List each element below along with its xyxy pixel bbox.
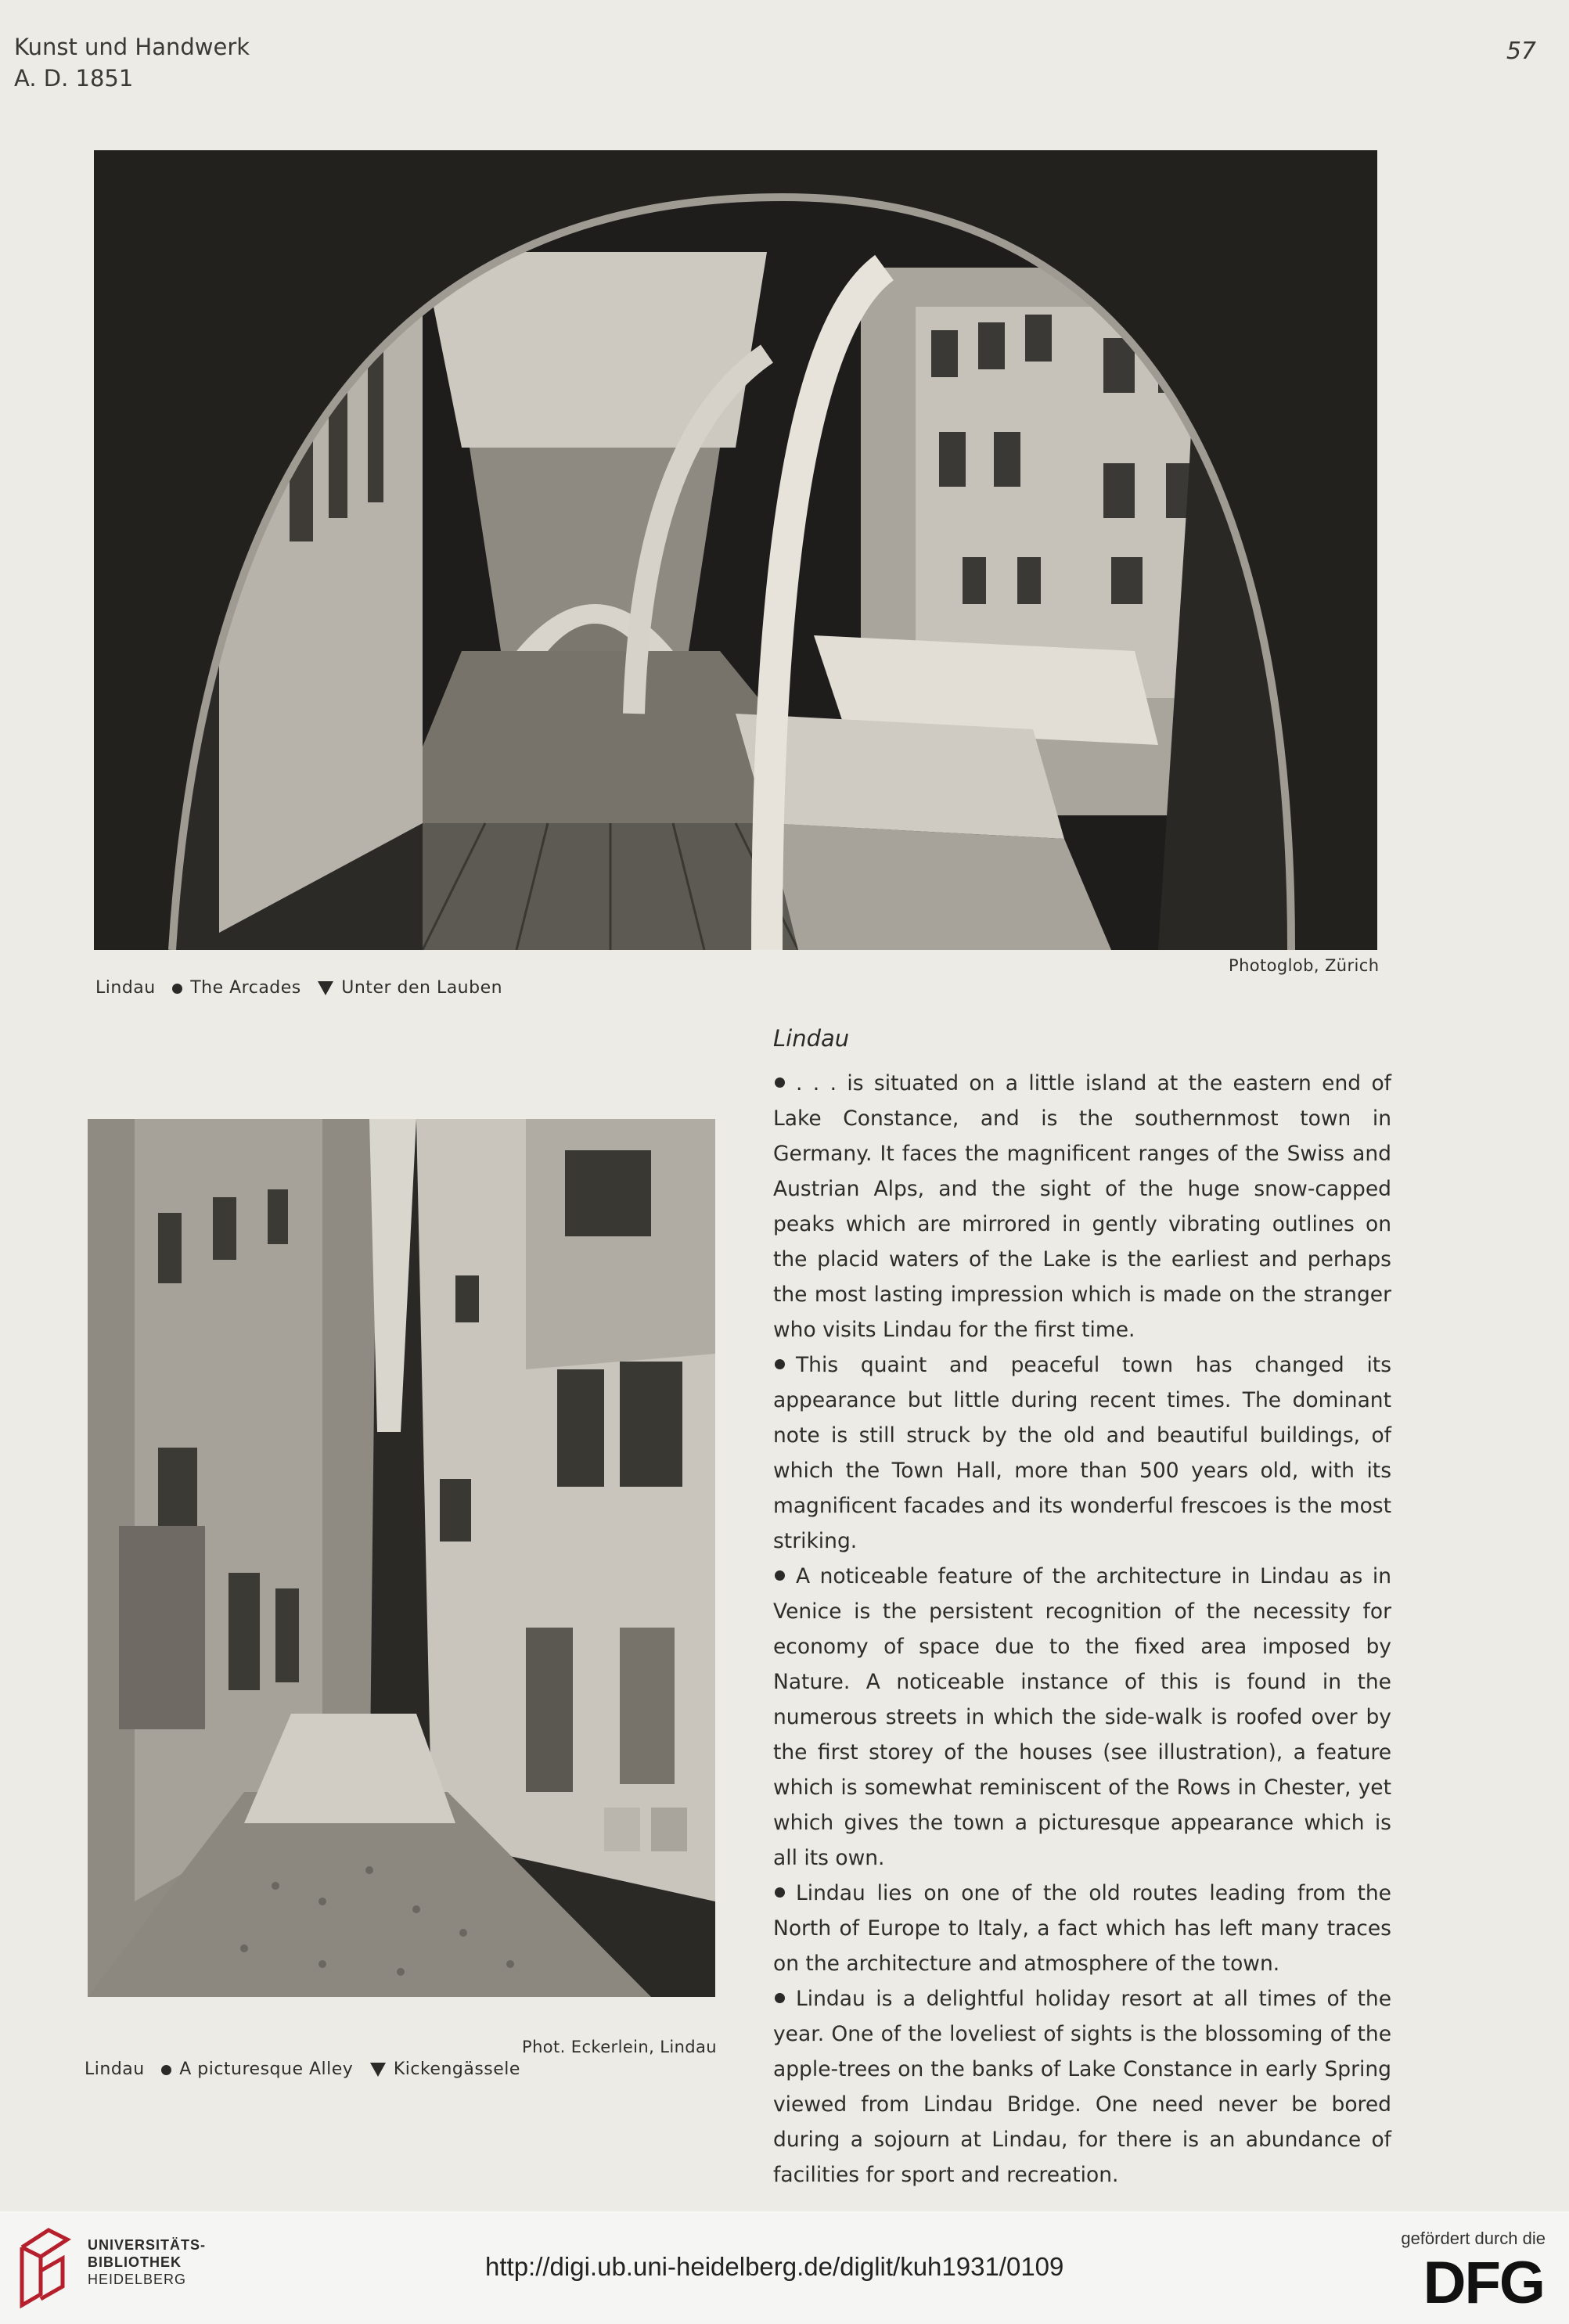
caption-english: The Arcades xyxy=(190,978,301,998)
bullet-icon xyxy=(775,1570,785,1581)
photo-arcades-caption xyxy=(95,978,513,998)
article-paragraph: Lindau lies on one of the old routes leading from the North of Europe to Italy, a fact which has left many traces on the architecture and atmosphere of the town. xyxy=(773,1881,1391,1976)
bullet-icon xyxy=(161,2065,171,2075)
photo-alley xyxy=(88,1119,715,1997)
caption-place: Lindau xyxy=(95,978,156,998)
running-header-title: Kunst und Handwerk xyxy=(14,34,250,60)
running-header xyxy=(14,31,250,94)
running-header-date: A. D. 1851 xyxy=(14,65,134,92)
photo-alley-credit: Phot. Eckerlein, Lindau xyxy=(522,2038,717,2056)
triangle-down-icon xyxy=(318,981,333,995)
photo-arcades-credit: Photoglob, Zürich xyxy=(1229,956,1380,975)
bullet-icon xyxy=(775,1077,785,1088)
article-paragraph: Lindau is a delightful holiday resort at all times of the year. One of the loveliest of sights is the blossoming of the apple-trees on the banks of Lake Constance in early Spring viewed from Lindau Bridge. One need never be bored during a sojourn at Lindau, for there is an abundance of facilities for sport and recreation. xyxy=(773,1987,1391,2187)
funding-label: gefördert durch die xyxy=(1401,2229,1546,2248)
article-title: Lindau xyxy=(773,1025,850,1052)
caption-english: A picturesque Alley xyxy=(179,2060,354,2079)
bullet-icon xyxy=(775,1359,785,1369)
dfg-logo: DFG xyxy=(1423,2250,1544,2316)
permalink-url[interactable]: http://digi.ub.uni-heidelberg.de/diglit/kuh1931/0109 xyxy=(485,2252,1064,2281)
university-library-logo-icon xyxy=(17,2224,72,2311)
page-number: 57 xyxy=(1506,38,1536,65)
caption-german: Unter den Lauben xyxy=(341,978,503,998)
bullet-icon xyxy=(775,1993,785,2003)
article-paragraph: This quaint and peaceful town has changed its appearance but little during recent times. The dominant note is still struck by the old and beautiful buildings, of which the Town Hall, more than 500 years old, with its magnificent facades and its wonderful frescoes is the most striking. xyxy=(773,1353,1391,1553)
bullet-icon xyxy=(775,1887,785,1898)
university-library-name: UNIVERSITÄTS- BIBLIOTHEK HEIDELBERG xyxy=(88,2237,207,2287)
article xyxy=(773,1025,1391,2193)
photo-arcades-image xyxy=(94,150,1377,950)
article-paragraph: A noticeable feature of the architecture in Lindau as in Venice is the persistent recognition of the necessity for economy of space due to the fixed area imposed by Nature. A noticeable instance of this is found in the numerous streets in which the side-walk is roofed over by the first storey of the houses (see illustration), a feature which is somewhat reminiscent of the Rows in Chester, yet which gives the town a picturesque appearance which is all its own. xyxy=(773,1564,1391,1870)
caption-german: Kickengässele xyxy=(393,2060,520,2079)
photo-alley-image xyxy=(88,1119,715,1997)
triangle-down-icon xyxy=(370,2063,386,2077)
article-paragraph: . . . is situated on a little island at the eastern end of Lake Constance, and is the southernmost town in Germany. It faces the magnificent ranges of the Swiss and Austrian Alps, and the sight of the huge snow-capped peaks which are mirrored in gently vibrating outlines on the placid waters of the Lake is the earliest and perhaps the most lasting impression which is made on the stranger who visits Lindau for the first time. xyxy=(773,1071,1391,1342)
photo-arcades xyxy=(94,150,1377,950)
caption-place: Lindau xyxy=(85,2060,145,2079)
photo-alley-caption xyxy=(85,2060,531,2079)
bullet-icon xyxy=(172,984,182,994)
